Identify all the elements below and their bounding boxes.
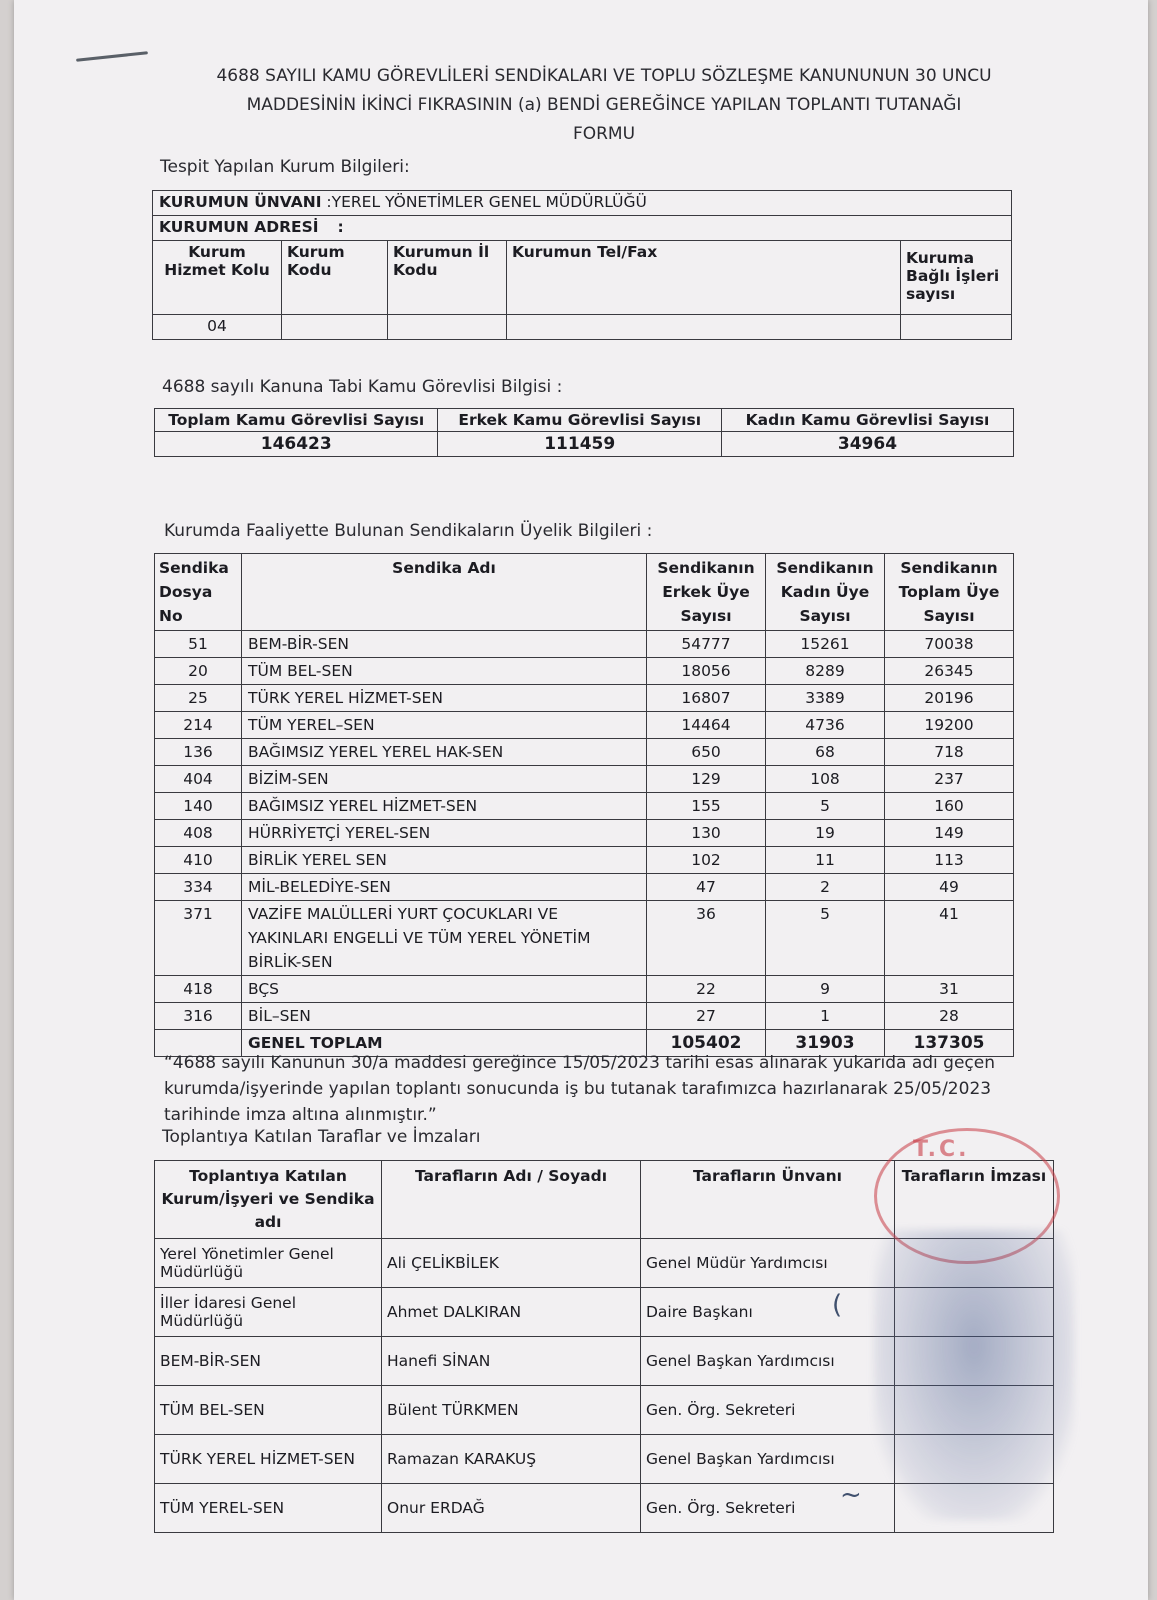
- union-female-count: 9: [766, 976, 885, 1003]
- union-female-count: 5: [766, 793, 885, 820]
- unions-table: [154, 553, 1014, 1057]
- union-total-count: 237: [885, 766, 1014, 793]
- col-tel-fax: Kurumun Tel/Fax: [507, 241, 901, 315]
- union-row: [155, 766, 1014, 793]
- servants-table: [154, 408, 1014, 457]
- header-erkek-uye: Sendikanın Erkek Üye Sayısı: [647, 554, 766, 631]
- total-row-total: 137305: [885, 1030, 1014, 1057]
- blurred-signatures: [874, 1230, 1074, 1520]
- party-organization: Yerel Yönetimler Genel Müdürlüğü: [155, 1239, 382, 1288]
- union-dosya-no: 418: [155, 976, 242, 1003]
- statement-text: “4688 sayılı Kanunun 30/a maddesi gereğince 15/05/2023 tarihi esas alınarak yukarıda adı geçen kurumda/işyerinde yapılan toplantı sonucunda iş bu tutanak tarafımızca hazırlanarak 25/05/2023 tarihinde imza altına alınmıştır.”: [164, 1053, 996, 1125]
- union-male-count: 14464: [647, 712, 766, 739]
- institution-address-value: :: [337, 218, 344, 236]
- union-dosya-no: 214: [155, 712, 242, 739]
- union-name: BİZİM-SEN: [242, 766, 647, 793]
- party-name: Ramazan KARAKUŞ: [382, 1435, 641, 1484]
- union-row: [155, 901, 1014, 976]
- cell-isleri-sayisi: [901, 315, 1012, 340]
- union-total-count: 149: [885, 820, 1014, 847]
- union-name: BEM-BİR-SEN: [242, 631, 647, 658]
- union-dosya-no: 404: [155, 766, 242, 793]
- party-title: Genel Başkan Yardımcısı: [641, 1337, 895, 1386]
- union-total-count: 19200: [885, 712, 1014, 739]
- male-servants-header: Erkek Kamu Görevlisi Sayısı: [438, 409, 721, 432]
- union-name: VAZİFE MALÜLLERİ YURT ÇOCUKLARI VE YAKINLARI ENGELLİ VE TÜM YEREL YÖNETİM BİRLİK-SEN: [242, 901, 647, 976]
- party-organization: TÜRK YEREL HİZMET-SEN: [155, 1435, 382, 1484]
- total-servants-header: Toplam Kamu Görevlisi Sayısı: [155, 409, 438, 432]
- union-dosya-no: 408: [155, 820, 242, 847]
- union-name: HÜRRİYETÇİ YEREL-SEN: [242, 820, 647, 847]
- signature-stroke-2: ~: [840, 1480, 862, 1510]
- union-row: [155, 712, 1014, 739]
- title-line-2: MADDESİNİN İKİNCİ FIKRASININ (a) BENDİ GEREĞİNCE YAPILAN TOPLANTI TUTANAĞI: [246, 95, 962, 115]
- institution-name-label: KURUMUN ÜNVANI: [159, 193, 322, 211]
- union-female-count: 3389: [766, 685, 885, 712]
- stamp-text: T.C.: [913, 1137, 970, 1162]
- institution-name-row: [153, 191, 1012, 216]
- parties-section-label: Toplantıya Katılan Taraflar ve İmzaları: [162, 1127, 481, 1147]
- union-total-count: 31: [885, 976, 1014, 1003]
- party-name: Ali ÇELİKBİLEK: [382, 1239, 641, 1288]
- party-title: Gen. Örg. Sekreteri: [641, 1484, 895, 1533]
- union-name: BAĞIMSIZ YEREL HİZMET-SEN: [242, 793, 647, 820]
- unions-section-label: Kurumda Faaliyette Bulunan Sendikaların Üyelik Bilgileri :: [164, 521, 653, 541]
- union-dosya-no: 51: [155, 631, 242, 658]
- union-female-count: 5: [766, 901, 885, 976]
- union-dosya-no: 334: [155, 874, 242, 901]
- cell-il-kodu: [388, 315, 507, 340]
- header-dosya-no: Sendika Dosya No: [155, 554, 242, 631]
- union-name: BİL–SEN: [242, 1003, 647, 1030]
- union-female-count: 4736: [766, 712, 885, 739]
- union-female-count: 68: [766, 739, 885, 766]
- union-female-count: 2: [766, 874, 885, 901]
- cell-tel-fax: [507, 315, 901, 340]
- union-total-count: 113: [885, 847, 1014, 874]
- union-row: [155, 1003, 1014, 1030]
- pin-mark: [76, 51, 148, 62]
- union-dosya-no: 316: [155, 1003, 242, 1030]
- party-name: Bülent TÜRKMEN: [382, 1386, 641, 1435]
- union-male-count: 22: [647, 976, 766, 1003]
- union-row: [155, 739, 1014, 766]
- col-il-kodu: Kurumun İl Kodu: [388, 241, 507, 315]
- union-row: [155, 874, 1014, 901]
- union-male-count: 129: [647, 766, 766, 793]
- institution-address-row: [153, 216, 1012, 241]
- party-title: Daire Başkanı: [641, 1288, 895, 1337]
- document-page: [14, 0, 1148, 1600]
- party-organization: TÜM BEL-SEN: [155, 1386, 382, 1435]
- party-organization: TÜM YEREL-SEN: [155, 1484, 382, 1533]
- union-total-count: 718: [885, 739, 1014, 766]
- union-female-count: 11: [766, 847, 885, 874]
- union-female-count: 108: [766, 766, 885, 793]
- total-servants-value: 146423: [155, 432, 438, 457]
- union-name: TÜM YEREL–SEN: [242, 712, 647, 739]
- union-male-count: 155: [647, 793, 766, 820]
- union-total-count: 160: [885, 793, 1014, 820]
- union-male-count: 47: [647, 874, 766, 901]
- party-title: Genel Müdür Yardımcısı: [641, 1239, 895, 1288]
- party-title: Genel Başkan Yardımcısı: [641, 1435, 895, 1484]
- institution-address-label: KURUMUN ADRESİ: [159, 218, 319, 236]
- union-male-count: 18056: [647, 658, 766, 685]
- union-female-count: 8289: [766, 658, 885, 685]
- union-male-count: 54777: [647, 631, 766, 658]
- union-total-count: 20196: [885, 685, 1014, 712]
- total-row-female: 31903: [766, 1030, 885, 1057]
- party-title: Gen. Örg. Sekreteri: [641, 1386, 895, 1435]
- union-name: BÇS: [242, 976, 647, 1003]
- party-name: Onur ERDAĞ: [382, 1484, 641, 1533]
- total-row-label: GENEL TOPLAM: [242, 1030, 647, 1057]
- union-total-count: 28: [885, 1003, 1014, 1030]
- total-row-male: 105402: [647, 1030, 766, 1057]
- union-male-count: 130: [647, 820, 766, 847]
- institution-name-value: :YEREL YÖNETİMLER GENEL MÜDÜRLÜĞÜ: [326, 193, 647, 211]
- union-male-count: 102: [647, 847, 766, 874]
- union-total-count: 26345: [885, 658, 1014, 685]
- cell-hizmet-kolu: 04: [153, 315, 282, 340]
- union-male-count: 27: [647, 1003, 766, 1030]
- union-dosya-no: 140: [155, 793, 242, 820]
- party-name: Hanefi SİNAN: [382, 1337, 641, 1386]
- form-title: [144, 62, 1064, 149]
- cell-kurum-kodu: [282, 315, 388, 340]
- header-unvani: Tarafların Ünvanı: [641, 1161, 895, 1239]
- union-male-count: 36: [647, 901, 766, 976]
- union-female-count: 15261: [766, 631, 885, 658]
- header-toplam-uye: Sendikanın Toplam Üye Sayısı: [885, 554, 1014, 631]
- union-dosya-no: 136: [155, 739, 242, 766]
- party-organization: BEM-BİR-SEN: [155, 1337, 382, 1386]
- header-kurum-sendika: Toplantıya Katılan Kurum/İşyeri ve Sendika adı: [155, 1161, 382, 1239]
- party-organization: İller İdaresi Genel Müdürlüğü: [155, 1288, 382, 1337]
- header-adi-soyadi: Tarafların Adı / Soyadı: [382, 1161, 641, 1239]
- header-imzasi: Tarafların İmzası: [895, 1161, 1054, 1239]
- union-row: [155, 631, 1014, 658]
- party-name: Ahmet DALKIRAN: [382, 1288, 641, 1337]
- union-female-count: 19: [766, 820, 885, 847]
- union-name: TÜRK YEREL HİZMET-SEN: [242, 685, 647, 712]
- union-row: [155, 658, 1014, 685]
- union-name: TÜM BEL-SEN: [242, 658, 647, 685]
- union-total-count: 49: [885, 874, 1014, 901]
- union-male-count: 16807: [647, 685, 766, 712]
- header-kadin-uye: Sendikanın Kadın Üye Sayısı: [766, 554, 885, 631]
- union-name: BİRLİK YEREL SEN: [242, 847, 647, 874]
- col-hizmet-kolu: Kurum Hizmet Kolu: [153, 241, 282, 315]
- union-dosya-no: 25: [155, 685, 242, 712]
- institution-table: [152, 190, 1012, 340]
- union-row: [155, 976, 1014, 1003]
- title-line-1: 4688 SAYILI KAMU GÖREVLİLERİ SENDİKALARI VE TOPLU SÖZLEŞME KANUNUNUN 30 UNCU: [216, 66, 992, 86]
- signature-stroke-1: (: [832, 1290, 843, 1320]
- union-name: MİL-BELEDİYE-SEN: [242, 874, 647, 901]
- servants-section-label: 4688 sayılı Kanuna Tabi Kamu Görevlisi Bilgisi :: [162, 377, 563, 397]
- union-total-count: 41: [885, 901, 1014, 976]
- union-row: [155, 685, 1014, 712]
- union-dosya-no: 371: [155, 901, 242, 976]
- union-row: [155, 793, 1014, 820]
- union-rows: [155, 631, 1014, 1030]
- female-servants-value: 34964: [721, 432, 1013, 457]
- union-row: [155, 820, 1014, 847]
- union-male-count: 650: [647, 739, 766, 766]
- union-dosya-no: 410: [155, 847, 242, 874]
- union-name: BAĞIMSIZ YEREL YEREL HAK-SEN: [242, 739, 647, 766]
- title-line-3: FORMU: [572, 124, 636, 144]
- male-servants-value: 111459: [438, 432, 721, 457]
- union-dosya-no: 20: [155, 658, 242, 685]
- female-servants-header: Kadın Kamu Görevlisi Sayısı: [721, 409, 1013, 432]
- union-row: [155, 847, 1014, 874]
- institution-section-label: Tespit Yapılan Kurum Bilgileri:: [160, 157, 410, 177]
- header-sendika-adi: Sendika Adı: [242, 554, 647, 631]
- union-female-count: 1: [766, 1003, 885, 1030]
- col-kurum-kodu: Kurum Kodu: [282, 241, 388, 315]
- union-total-count: 70038: [885, 631, 1014, 658]
- col-isleri-sayisi: Kuruma Bağlı İşleri sayısı: [901, 241, 1012, 315]
